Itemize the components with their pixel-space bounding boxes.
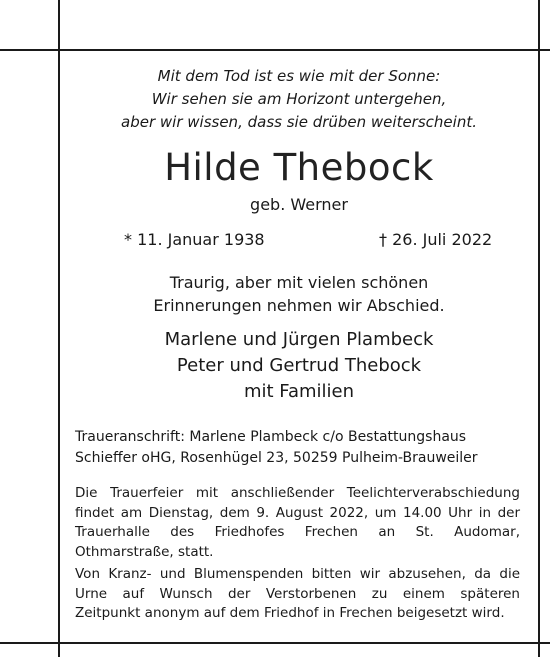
motto-line: Wir sehen sie am Horizont untergehen, (151, 90, 447, 108)
address-line: Traueranschrift: Marlene Plambeck c/o Bestattungshaus (75, 429, 467, 445)
mourning-line: Traurig, aber mit vielen schönen (169, 273, 429, 292)
death-date: † 26. Juli 2022 (379, 230, 493, 249)
bottom-border-rule (0, 642, 550, 644)
motto-line: aber wir wissen, dass sie drüben weiterscheint. (121, 113, 477, 131)
address-line: Schieffer oHG, Rosenhügel 23, 50259 Pulheim-Brauweiler (75, 450, 478, 466)
ceremony-line: Die Trauerfeier mit anschließender Teelichterverabschiedung (75, 485, 520, 501)
obituary-notice (60, 51, 538, 642)
maiden-name: geb. Werner (250, 195, 348, 214)
motto-line: Mit dem Tod ist es wie mit der Sonne: (157, 67, 441, 85)
flowers-paragraph (75, 565, 520, 624)
ceremony-paragraph (75, 484, 520, 562)
mourning-text (60, 271, 538, 317)
flowers-line: Zeitpunkt anonym auf dem Friedhof in Frechen beigesetzt wird. (75, 605, 505, 621)
mourners-list (60, 327, 538, 405)
right-border-rule (538, 0, 540, 657)
ceremony-line: findet am Dienstag, dem 9. August 2022, um 14.00 Uhr in der (75, 504, 520, 521)
motto-quote (60, 65, 538, 134)
birth-date: * 11. Januar 1938 (124, 230, 265, 249)
mourner-line: Peter und Gertrud Thebock (176, 355, 422, 376)
deceased-name: Hilde Thebock (164, 146, 434, 189)
mourning-line: Erinnerungen nehmen wir Abschied. (153, 296, 445, 315)
mourning-address (75, 427, 520, 469)
ceremony-line: Othmarstraße, statt. (75, 543, 214, 560)
ceremony-line: Trauerhalle des Friedhofes Frechen an St. Audomar, (75, 524, 520, 540)
mourner-line: mit Familien (243, 381, 355, 402)
flowers-line: Urne auf Wunsch der Verstorbenen zu einem späteren (75, 585, 520, 602)
flowers-line: Von Kranz- und Blumenspenden bitten wir abzusehen, da die (75, 566, 520, 582)
mourner-line: Marlene und Jürgen Plambeck (164, 329, 434, 350)
